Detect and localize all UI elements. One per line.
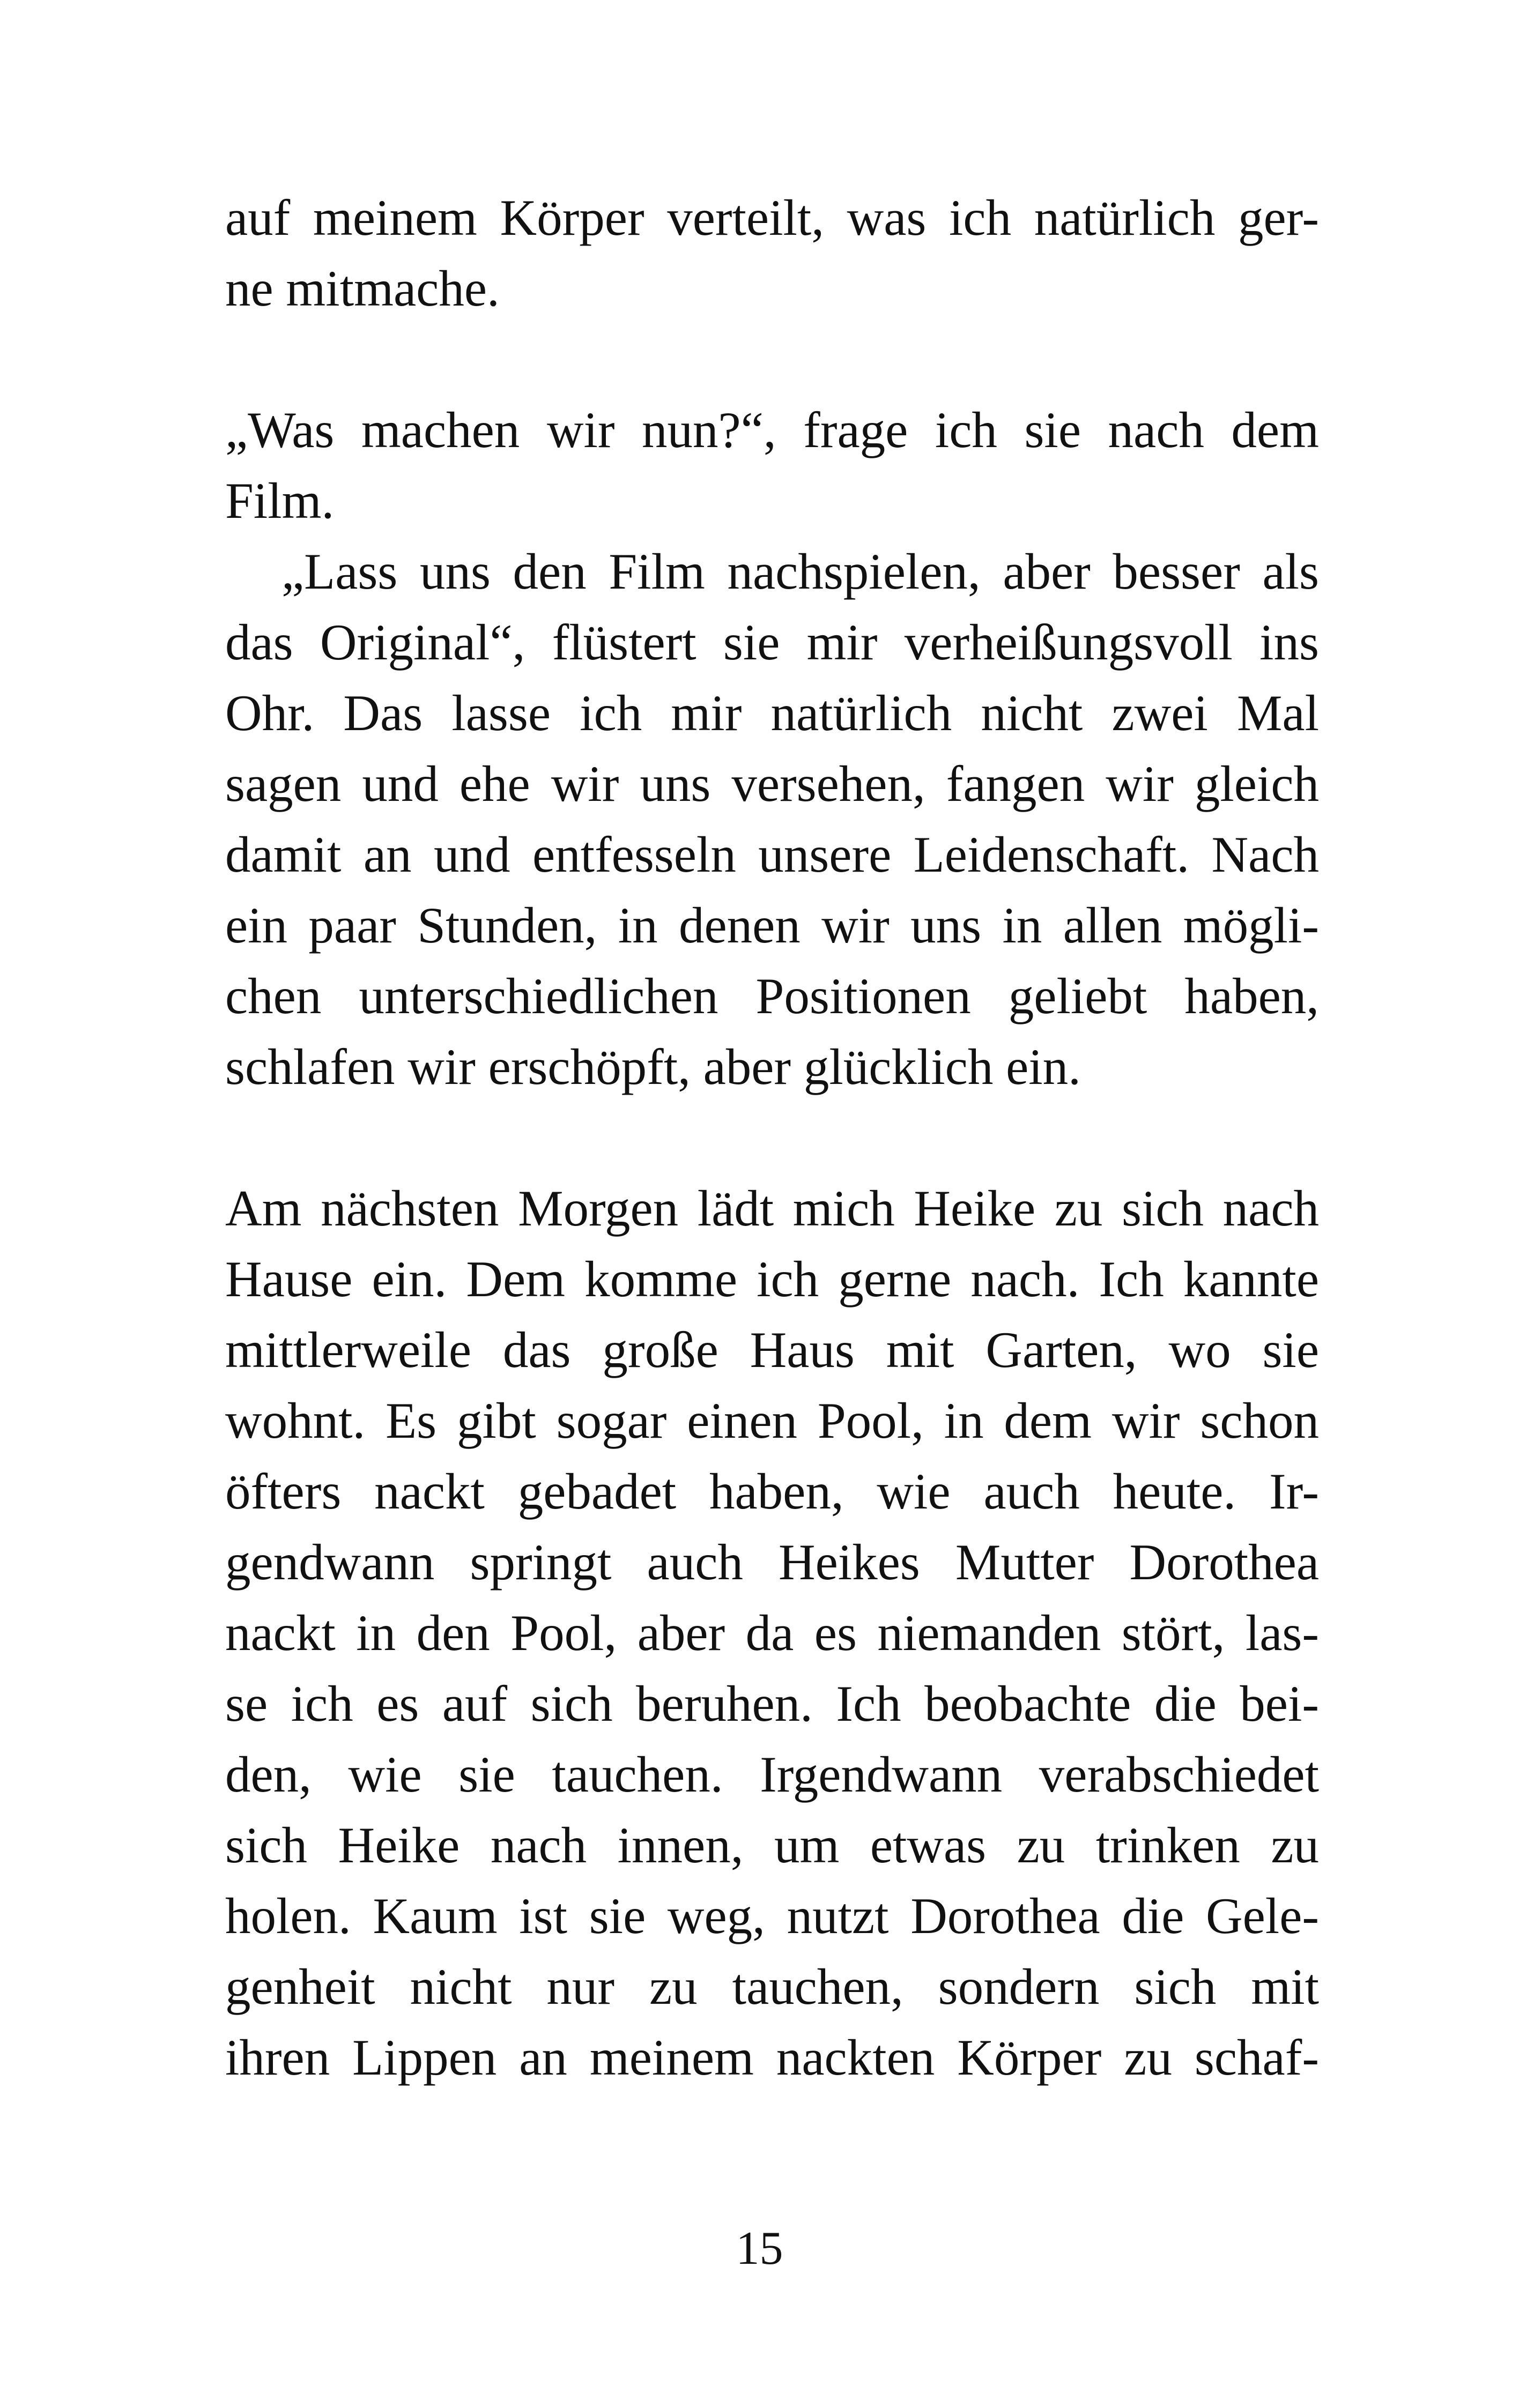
text-line: sagen und ehe wir uns versehen, fangen wir gleich: [225, 755, 1319, 812]
text-line: sich Heike nach innen, um etwas zu trinken zu: [225, 1817, 1319, 1874]
text-line: wohnt. Es gibt sogar einen Pool, in dem wir schon: [225, 1392, 1319, 1449]
text-line: damit an und entfesseln unsere Leidenschaft. Nach: [225, 826, 1319, 883]
text-line: genheit nicht nur zu tauchen, sondern sich mit: [225, 1958, 1319, 2015]
text-line: auf meinem Körper verteilt, was ich natürlich ger-: [225, 189, 1319, 246]
paragraph-gap: [225, 324, 1319, 395]
text-line: holen. Kaum ist sie weg, nutzt Dorothea die Gele-: [225, 1887, 1319, 1944]
text-line: ein paar Stunden, in denen wir uns in allen mögli-: [225, 897, 1319, 954]
text-line: mittlerweile das große Haus mit Garten, wo sie: [225, 1321, 1319, 1378]
text-line: schlafen wir erschöpft, aber glücklich ein.: [225, 1038, 1081, 1095]
text-line: ne mitmache.: [225, 260, 500, 317]
text-line: Am nächsten Morgen lädt mich Heike zu sich nach: [225, 1180, 1319, 1237]
paragraph-gap: [225, 1102, 1319, 1173]
text-line: ihren Lippen an meinem nackten Körper zu schaf-: [225, 2029, 1319, 2086]
text-line: Hause ein. Dem komme ich gerne nach. Ich kannte: [225, 1251, 1319, 1307]
text-line: gendwann springt auch Heikes Mutter Dorothea: [225, 1534, 1319, 1591]
text-line: Ohr. Das lasse ich mir natürlich nicht zwei Mal: [225, 685, 1319, 741]
text-line: Film.: [225, 472, 335, 529]
page-number: 15: [736, 2223, 783, 2275]
text-line: nackt in den Pool, aber da es niemanden stört, las-: [225, 1604, 1319, 1661]
text-line: öfters nackt gebadet haben, wie auch heute. Ir-: [225, 1463, 1319, 1520]
text-line: „Was machen wir nun?“, frage ich sie nach dem: [225, 402, 1319, 458]
text-line: das Original“, flüstert sie mir verheißungsvoll ins: [225, 614, 1319, 671]
text-line: den, wie sie tauchen. Irgendwann verabschiedet: [225, 1746, 1319, 1803]
text-line: se ich es auf sich beruhen. Ich beobachte die bei-: [225, 1675, 1319, 1732]
body-text: [225, 182, 1319, 2093]
text-line: „Lass uns den Film nachspielen, aber besser als: [281, 543, 1319, 600]
text-line: chen unterschiedlichen Positionen geliebt haben,: [225, 968, 1319, 1024]
